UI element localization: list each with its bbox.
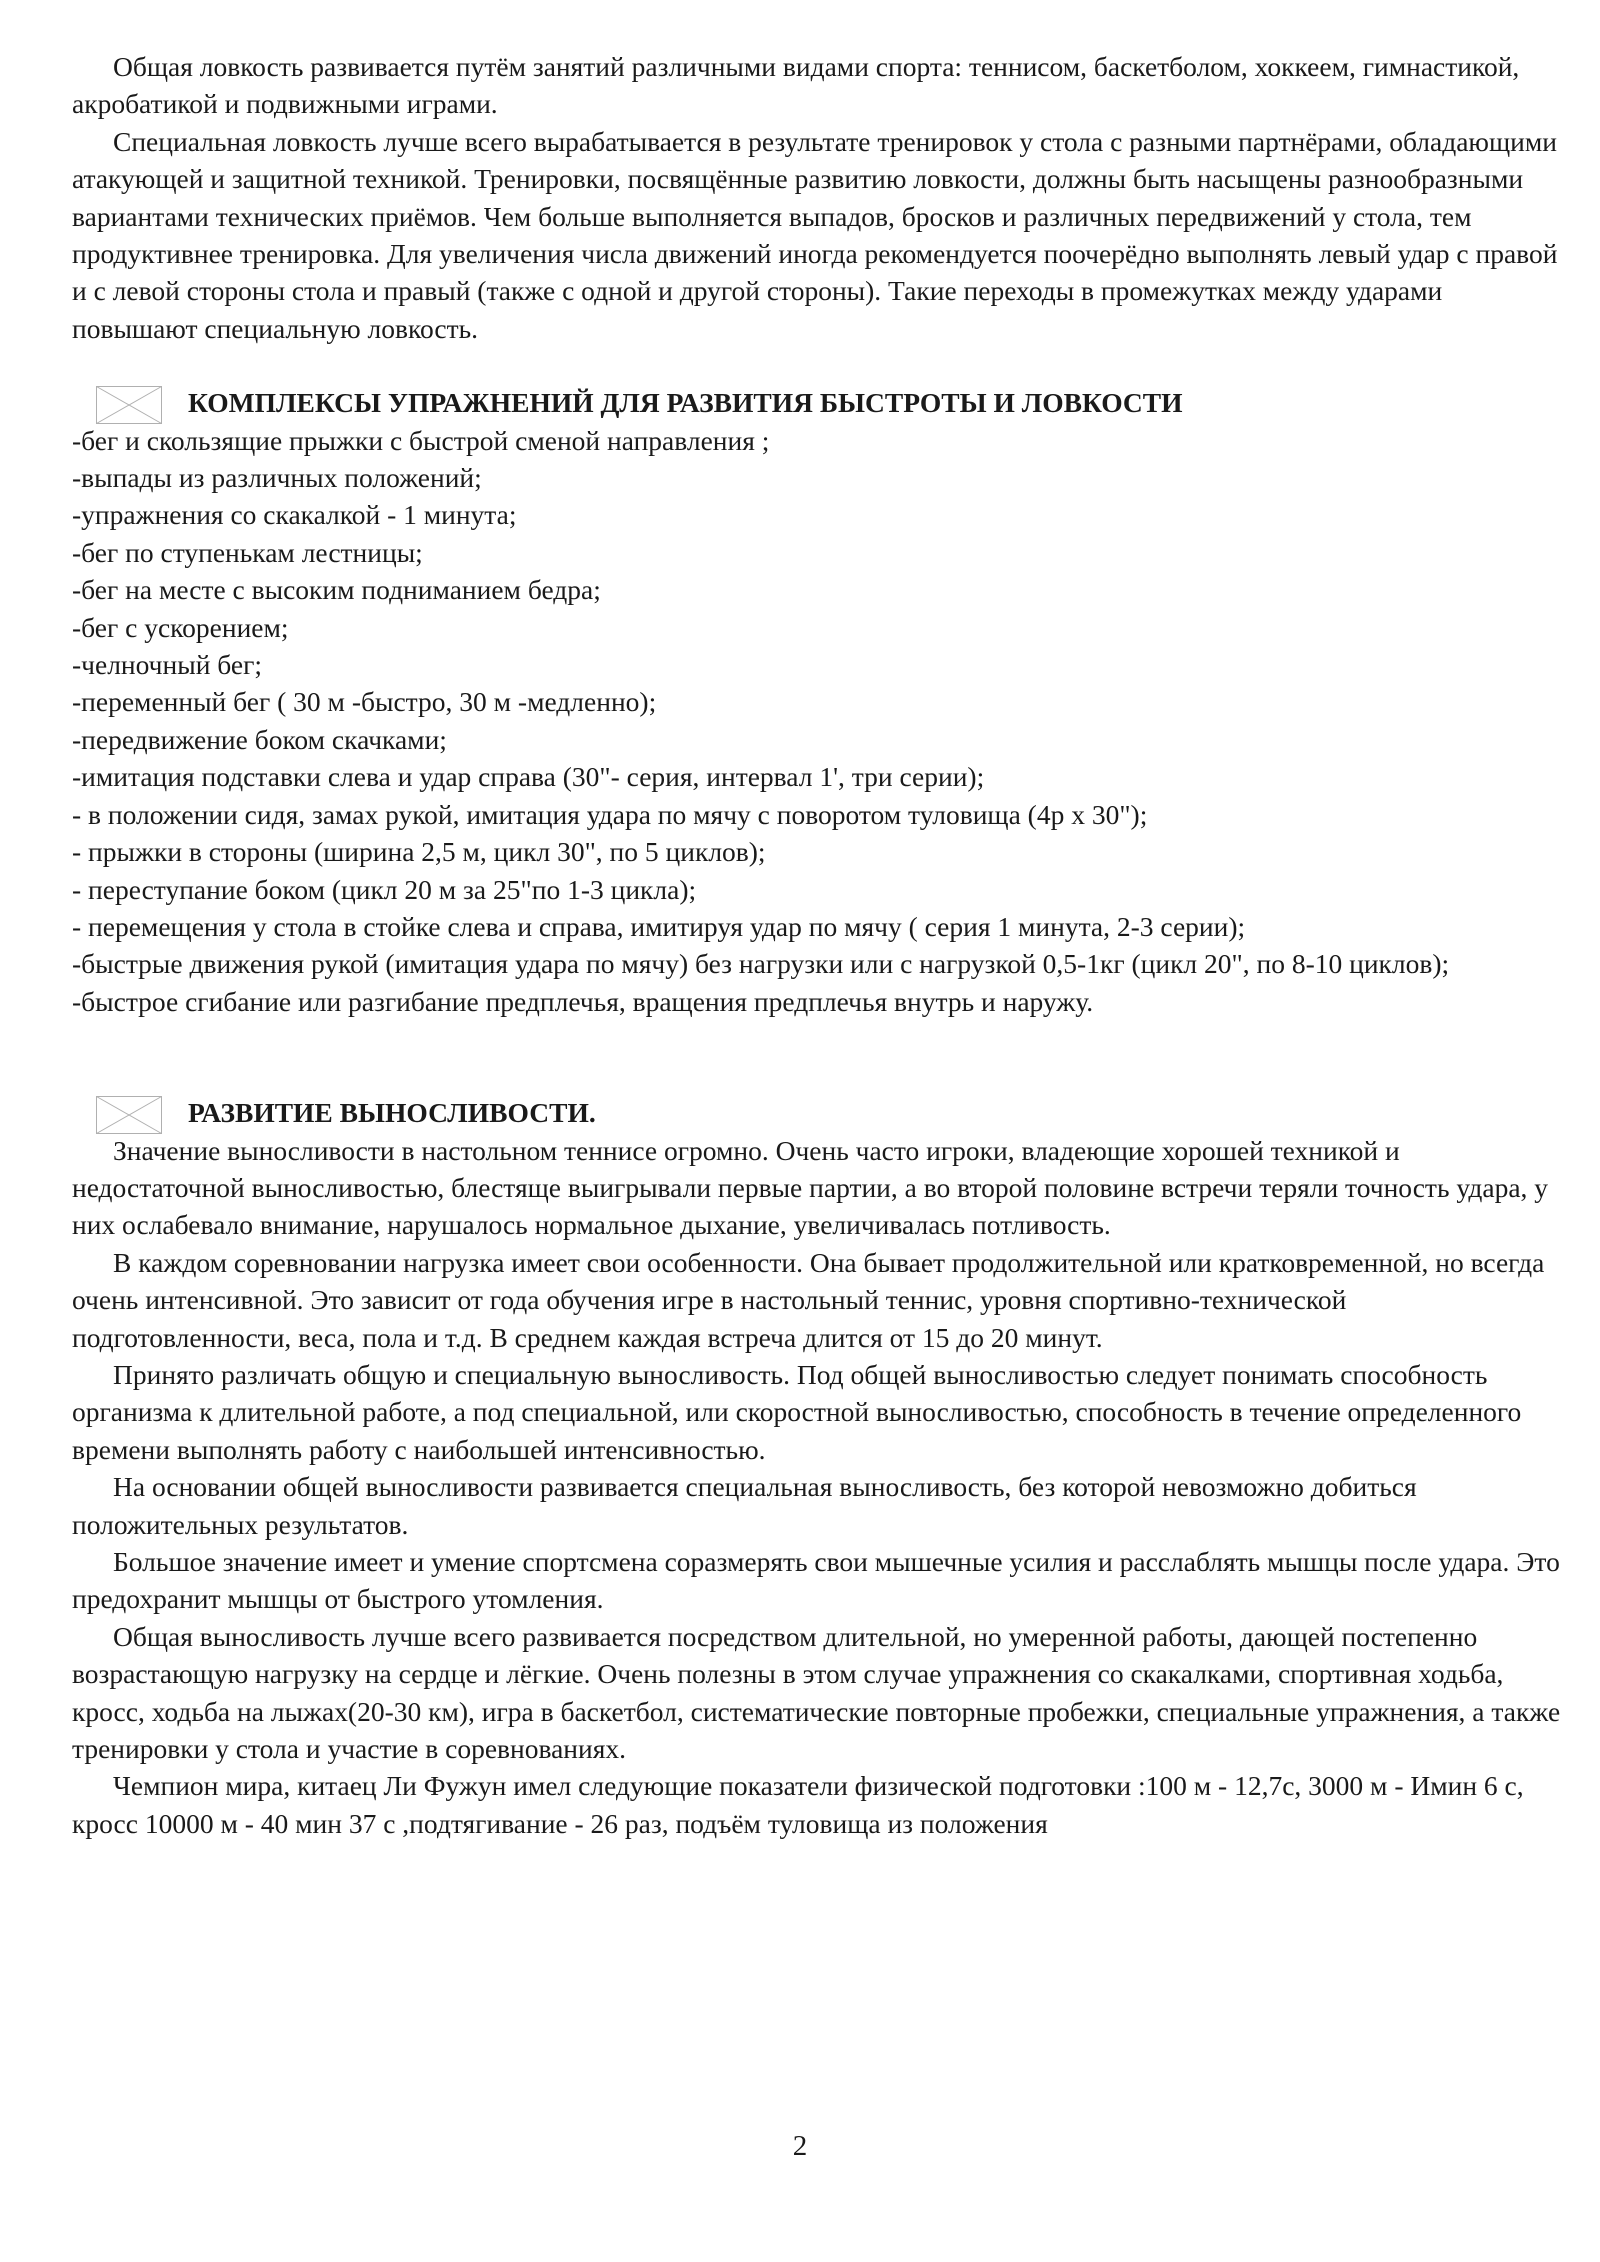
body-paragraph: Общая выносливость лучше всего развивается посредством длительной, но умеренной работы, дающей постепенно возрастающую нагрузку на сердце и лёгкие. Очень полезны в этом случае упражнения со скакалками, спортивная ходьба, кросс, ходьба на лыжах(20-30 км), игра в баскетбол, систематические повторные пробежки, специальные упражнения, а также тренировки у стола и участие в соревнованиях.	[72, 1620, 1561, 1765]
list-item: -переменный бег ( 30 м -быстро, 30 м -медленно);	[72, 686, 657, 718]
body-paragraph: Значение выносливости в настольном теннисе огромно. Очень часто игроки, владеющие хорошей техникой и недостаточной выносливостью, блестяще выигрывали первые партии, а во второй половине встречи теряли точность удара, у них ослабевало внимание, нарушалось нормальное дыхание, увеличивалась потливость.	[72, 1134, 1549, 1241]
section-heading-speed-agility	[72, 384, 1562, 421]
list-item: -бег и скользящие прыжки с быстрой сменой направления ;	[72, 424, 770, 456]
list-item: -быстрое сгибание или разгибание предплечья, вращения предплечья внутрь и наружу.	[72, 985, 1094, 1017]
body-paragraph: Принято различать общую и специальную выносливость. Под общей выносливостью следует понимать способность организма к длительной работе, а под специальной, или скоростной выносливостью, способность в течение определенного времени выполнять работу с наибольшей интенсивностью.	[72, 1358, 1522, 1465]
document-page	[72, 48, 1562, 1842]
list-item: - в положении сидя, замах рукой, имитация удара по мячу с поворотом туловища (4р х 30");	[72, 798, 1148, 830]
list-item: -быстрые движения рукой (имитация удара по мячу) без нагрузки или с нагрузкой 0,5-1кг (цикл 20", по 8-10 циклов);	[72, 948, 1450, 980]
list-item: -бег на месте с высоким подниманием бедра;	[72, 574, 601, 606]
section-title: КОМПЛЕКСЫ УПРАЖНЕНИЙ ДЛЯ РАЗВИТИЯ БЫСТРОТЫ И ЛОВКОСТИ	[188, 387, 1183, 419]
page-number: 2	[792, 2130, 808, 2162]
list-item: -имитация подставки слева и удар справа (30"- серия, интервал 1', три серии);	[72, 761, 985, 793]
list-item: - перемещения у стола в стойке слева и справа, имитируя удар по мячу ( серия 1 минута, 2-3 серии);	[72, 910, 1246, 942]
list-item: - переступание боком (цикл 20 м за 25"по 1-3 цикла);	[72, 873, 697, 905]
list-item: - прыжки в стороны (ширина 2,5 м, цикл 30", по 5 циклов);	[72, 836, 766, 868]
body-paragraph: Большое значение имеет и умение спортсмена соразмерять свои мышечные усилия и расслаблять мышцы после удара. Это предохранит мышцы от быстрого утомления.	[72, 1546, 1560, 1615]
spacer	[72, 347, 1562, 384]
section-title: РАЗВИТИЕ ВЫНОСЛИВОСТИ.	[188, 1097, 596, 1129]
exercise-list	[72, 422, 1562, 1021]
broken-image-icon	[96, 1096, 162, 1134]
list-item: -выпады из различных положений;	[72, 462, 482, 494]
intro-paragraph: Общая ловкость развивается путём занятий различными видами спорта: теннисом, баскетболом, хоккеем, гимнастикой, акробатикой и подвижными играми.	[72, 51, 1520, 120]
list-item: -передвижение боком скачками;	[72, 723, 447, 755]
broken-image-icon	[96, 386, 162, 424]
body-paragraph: Чемпион мира, китаец Ли Фужун имел следующие показатели физической подготовки :100 м - 12,7с, 3000 м - Имин 6 с, кросс 10000 м - 40 мин 37 с ,подтягивание - 26 раз, подъём туловища из положения	[72, 1770, 1524, 1839]
list-item: -челночный бег;	[72, 649, 263, 681]
spacer	[72, 1020, 1562, 1094]
list-item: -упражнения со скакалкой - 1 минута;	[72, 499, 517, 531]
body-paragraph: На основании общей выносливости развивается специальная выносливость, без которой невозможно добиться положительных результатов.	[72, 1471, 1417, 1540]
section-heading-endurance	[72, 1094, 1562, 1131]
list-item: -бег с ускорением;	[72, 611, 289, 643]
list-item: -бег по ступенькам лестницы;	[72, 536, 423, 568]
body-paragraph: В каждом соревновании нагрузка имеет свои особенности. Она бывает продолжительной или кратковременной, но всегда очень интенсивной. Это зависит от года обучения игре в настольный теннис, уровня спортивно-технической подготовленности, веса, пола и т.д. В среднем каждая встреча длится от 15 до 20 минут.	[72, 1246, 1545, 1353]
intro-paragraph: Специальная ловкость лучше всего вырабатывается в результате тренировок у стола с разными партнёрами, обладающими атакующей и защитной техникой. Тренировки, посвящённые развитию ловкости, должны быть насыщены разнообразными вариантами технических приёмов. Чем больше выполняется выпадов, бросков и различных передвижений у стола, тем продуктивнее тренировка. Для увеличения числа движений иногда рекомендуется поочерёдно выполнять левый удар с правой и с левой стороны стола и правый (также с одной и другой стороны). Такие переходы в промежутках между ударами повышают специальную ловкость.	[72, 125, 1558, 344]
